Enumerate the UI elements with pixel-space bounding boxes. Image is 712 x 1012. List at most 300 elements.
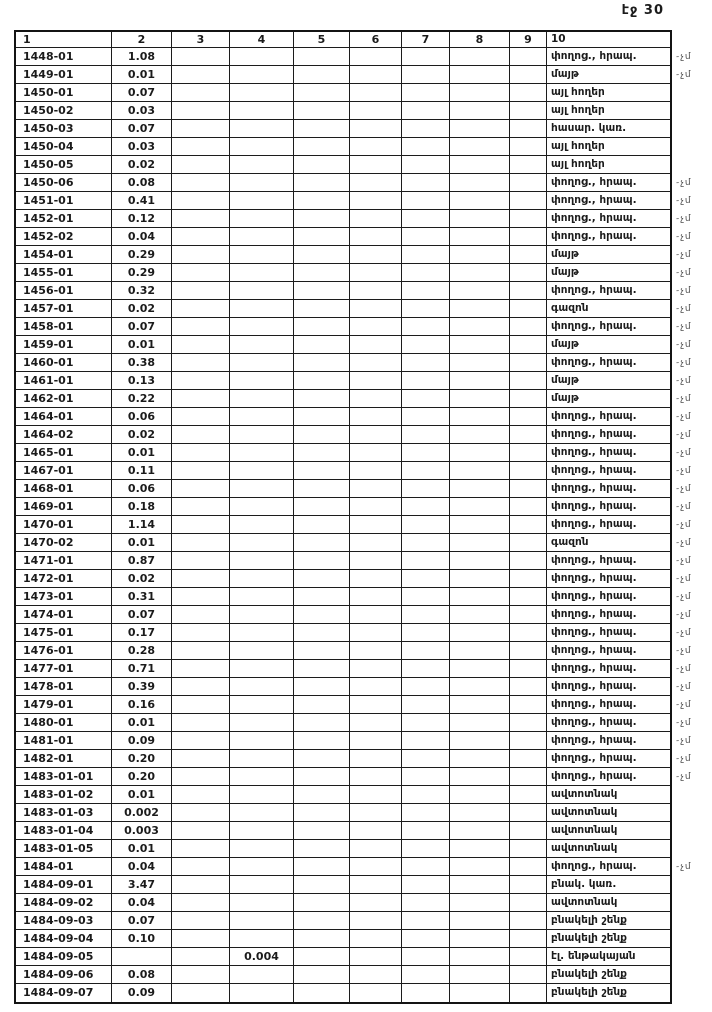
- cell-1470-02-col2: 0.01: [112, 534, 172, 552]
- cell-1484-09-01-col7: [402, 876, 450, 894]
- handwritten-margin-mark: -չմ: [675, 357, 692, 369]
- cell-1483-01-05-col2: 0.01: [112, 840, 172, 858]
- column-header-10: 10: [547, 32, 670, 48]
- cell-1457-01-col8: [450, 300, 510, 318]
- cell-1450-01-col7: [402, 84, 450, 102]
- cell-1479-01-col4: [230, 696, 294, 714]
- cell-1450-05-col9: [510, 156, 547, 174]
- cell-1484-09-02-col2: 0.04: [112, 894, 172, 912]
- cell-1476-01-col10: փողոց., հրապ.: [547, 642, 670, 660]
- cell-1457-01-col6: [350, 300, 402, 318]
- cell-1451-01-col1: 1451-01: [16, 192, 112, 210]
- cell-1470-02-col5: [294, 534, 350, 552]
- cell-1456-01-col3: [172, 282, 230, 300]
- cell-1450-02-col6: [350, 102, 402, 120]
- cell-1461-01-col10: մայթ: [547, 372, 670, 390]
- cell-1464-02-col4: [230, 426, 294, 444]
- cell-1458-01-col10: փողոց., հրապ.: [547, 318, 670, 336]
- cell-1478-01-col9: [510, 678, 547, 696]
- cell-1482-01-col2: 0.20: [112, 750, 172, 768]
- cell-1473-01-col4: [230, 588, 294, 606]
- cell-1462-01-col4: [230, 390, 294, 408]
- cell-1470-01-col4: [230, 516, 294, 534]
- cell-1474-01-col1: 1474-01: [16, 606, 112, 624]
- cell-1459-01-col8: [450, 336, 510, 354]
- cell-1464-01-col2: 0.06: [112, 408, 172, 426]
- cell-1462-01-col1: 1462-01: [16, 390, 112, 408]
- cell-1450-06-col9: [510, 174, 547, 192]
- cell-1458-01-col6: [350, 318, 402, 336]
- cell-1457-01-col10: գազոն: [547, 300, 670, 318]
- handwritten-margin-mark: -չմ: [675, 429, 692, 441]
- cell-1458-01-col3: [172, 318, 230, 336]
- cell-1459-01-col5: [294, 336, 350, 354]
- cell-1483-01-01-col4: [230, 768, 294, 786]
- cell-1473-01-col1: 1473-01: [16, 588, 112, 606]
- cell-1477-01-col10: փողոց., հրապ.: [547, 660, 670, 678]
- cell-1458-01-col5: [294, 318, 350, 336]
- cell-1484-09-03-col8: [450, 912, 510, 930]
- handwritten-margin-mark: -չմ: [675, 771, 692, 783]
- cell-1484-09-03-col10: բնակելի շենք: [547, 912, 670, 930]
- cell-1450-02-col4: [230, 102, 294, 120]
- cell-1484-09-04-col1: 1484-09-04: [16, 930, 112, 948]
- cell-1450-06-col10: փողոց., հրապ.: [547, 174, 670, 192]
- cell-1450-04-col9: [510, 138, 547, 156]
- cell-1471-01-col4: [230, 552, 294, 570]
- cell-1450-04-col6: [350, 138, 402, 156]
- cell-1460-01-col5: [294, 354, 350, 372]
- cell-1456-01-col10: փողոց., հրապ.: [547, 282, 670, 300]
- cell-1470-02-col8: [450, 534, 510, 552]
- cell-1456-01-col9: [510, 282, 547, 300]
- cell-1481-01-col5: [294, 732, 350, 750]
- cell-1468-01-col5: [294, 480, 350, 498]
- cell-1468-01-col9: [510, 480, 547, 498]
- cell-1449-01-col7: [402, 66, 450, 84]
- cell-1450-03-col10: հասար. կառ.: [547, 120, 670, 138]
- cell-1458-01-col8: [450, 318, 510, 336]
- handwritten-margin-mark: -չմ: [675, 717, 692, 729]
- cell-1460-01-col1: 1460-01: [16, 354, 112, 372]
- cell-1465-01-col1: 1465-01: [16, 444, 112, 462]
- cell-1483-01-05-col6: [350, 840, 402, 858]
- cell-1473-01-col9: [510, 588, 547, 606]
- cell-1464-01-col4: [230, 408, 294, 426]
- cell-1472-01-col2: 0.02: [112, 570, 172, 588]
- handwritten-margin-mark: -չմ: [675, 375, 692, 387]
- cell-1450-06-col2: 0.08: [112, 174, 172, 192]
- cell-1484-09-03-col1: 1484-09-03: [16, 912, 112, 930]
- column-header-6: 6: [350, 32, 402, 48]
- cell-1464-01-col10: փողոց., հրապ.: [547, 408, 670, 426]
- handwritten-margin-mark: -չմ: [675, 699, 692, 711]
- cell-1450-03-col6: [350, 120, 402, 138]
- cell-1456-01-col6: [350, 282, 402, 300]
- cell-1450-06-col4: [230, 174, 294, 192]
- cell-1483-01-02-col7: [402, 786, 450, 804]
- cell-1483-01-04-col8: [450, 822, 510, 840]
- cell-1475-01-col4: [230, 624, 294, 642]
- cell-1479-01-col7: [402, 696, 450, 714]
- cell-1450-06-col5: [294, 174, 350, 192]
- cell-1465-01-col9: [510, 444, 547, 462]
- cell-1469-01-col10: փողոց., հրապ.: [547, 498, 670, 516]
- cell-1454-01-col1: 1454-01: [16, 246, 112, 264]
- cell-1450-05-col3: [172, 156, 230, 174]
- cell-1467-01-col7: [402, 462, 450, 480]
- handwritten-margin-mark: -չմ: [675, 69, 692, 81]
- column-header-5: 5: [294, 32, 350, 48]
- cell-1480-01-col8: [450, 714, 510, 732]
- handwritten-margin-mark: -չմ: [675, 735, 692, 747]
- cell-1471-01-col5: [294, 552, 350, 570]
- cell-1483-01-01-col1: 1483-01-01: [16, 768, 112, 786]
- cell-1459-01-col10: մայթ: [547, 336, 670, 354]
- cell-1450-04-col4: [230, 138, 294, 156]
- cell-1452-02-col1: 1452-02: [16, 228, 112, 246]
- cell-1449-01-col8: [450, 66, 510, 84]
- cell-1457-01-col2: 0.02: [112, 300, 172, 318]
- cell-1456-01-col5: [294, 282, 350, 300]
- cell-1461-01-col1: 1461-01: [16, 372, 112, 390]
- cell-1483-01-05-col1: 1483-01-05: [16, 840, 112, 858]
- cell-1465-01-col7: [402, 444, 450, 462]
- cell-1481-01-col8: [450, 732, 510, 750]
- cell-1459-01-col7: [402, 336, 450, 354]
- cell-1450-04-col1: 1450-04: [16, 138, 112, 156]
- cell-1452-02-col10: փողոց., հրապ.: [547, 228, 670, 246]
- cell-1484-01-col1: 1484-01: [16, 858, 112, 876]
- cell-1454-01-col5: [294, 246, 350, 264]
- cell-1469-01-col8: [450, 498, 510, 516]
- cell-1450-05-col6: [350, 156, 402, 174]
- cell-1484-09-05-col4: 0.004: [230, 948, 294, 966]
- cell-1465-01-col5: [294, 444, 350, 462]
- cell-1484-09-03-col7: [402, 912, 450, 930]
- cell-1484-09-06-col7: [402, 966, 450, 984]
- cell-1450-05-col1: 1450-05: [16, 156, 112, 174]
- cell-1450-06-col7: [402, 174, 450, 192]
- cell-1480-01-col6: [350, 714, 402, 732]
- cell-1470-01-col5: [294, 516, 350, 534]
- cell-1462-01-col3: [172, 390, 230, 408]
- cell-1450-04-col8: [450, 138, 510, 156]
- cell-1484-09-02-col3: [172, 894, 230, 912]
- cell-1450-02-col5: [294, 102, 350, 120]
- cell-1470-02-col4: [230, 534, 294, 552]
- cell-1484-09-02-col5: [294, 894, 350, 912]
- cell-1484-09-07-col7: [402, 984, 450, 1002]
- cell-1448-01-col5: [294, 48, 350, 66]
- cell-1476-01-col3: [172, 642, 230, 660]
- cell-1479-01-col1: 1479-01: [16, 696, 112, 714]
- cell-1474-01-col8: [450, 606, 510, 624]
- cell-1454-01-col4: [230, 246, 294, 264]
- cell-1478-01-col5: [294, 678, 350, 696]
- cell-1461-01-col9: [510, 372, 547, 390]
- cell-1452-02-col8: [450, 228, 510, 246]
- cell-1472-01-col7: [402, 570, 450, 588]
- cell-1451-01-col9: [510, 192, 547, 210]
- cell-1483-01-03-col8: [450, 804, 510, 822]
- cell-1484-09-06-col4: [230, 966, 294, 984]
- cell-1483-01-01-col3: [172, 768, 230, 786]
- cell-1455-01-col4: [230, 264, 294, 282]
- handwritten-margin-mark: -չմ: [675, 519, 692, 531]
- cell-1483-01-05-col9: [510, 840, 547, 858]
- cell-1469-01-col7: [402, 498, 450, 516]
- cell-1482-01-col3: [172, 750, 230, 768]
- cell-1455-01-col1: 1455-01: [16, 264, 112, 282]
- cell-1483-01-04-col1: 1483-01-04: [16, 822, 112, 840]
- cell-1482-01-col6: [350, 750, 402, 768]
- cell-1481-01-col6: [350, 732, 402, 750]
- cell-1474-01-col6: [350, 606, 402, 624]
- cell-1478-01-col10: փողոց., հրապ.: [547, 678, 670, 696]
- cell-1484-09-05-col5: [294, 948, 350, 966]
- cell-1475-01-col5: [294, 624, 350, 642]
- cell-1469-01-col6: [350, 498, 402, 516]
- cell-1450-05-col7: [402, 156, 450, 174]
- cell-1483-01-03-col4: [230, 804, 294, 822]
- cell-1465-01-col8: [450, 444, 510, 462]
- cell-1470-02-col10: գազոն: [547, 534, 670, 552]
- cell-1459-01-col4: [230, 336, 294, 354]
- cell-1448-01-col2: 1.08: [112, 48, 172, 66]
- cell-1464-02-col2: 0.02: [112, 426, 172, 444]
- cell-1484-09-02-col9: [510, 894, 547, 912]
- cell-1470-01-col1: 1470-01: [16, 516, 112, 534]
- cell-1468-01-col6: [350, 480, 402, 498]
- cell-1462-01-col10: մայթ: [547, 390, 670, 408]
- cell-1451-01-col2: 0.41: [112, 192, 172, 210]
- cell-1461-01-col4: [230, 372, 294, 390]
- handwritten-margin-mark: -չմ: [675, 537, 692, 549]
- cell-1450-05-col10: այլ հողեր: [547, 156, 670, 174]
- cell-1462-01-col9: [510, 390, 547, 408]
- cell-1468-01-col8: [450, 480, 510, 498]
- cell-1452-01-col10: փողոց., հրապ.: [547, 210, 670, 228]
- cell-1484-09-02-col7: [402, 894, 450, 912]
- cell-1484-09-04-col3: [172, 930, 230, 948]
- cell-1479-01-col8: [450, 696, 510, 714]
- cell-1481-01-col2: 0.09: [112, 732, 172, 750]
- cell-1478-01-col4: [230, 678, 294, 696]
- cell-1484-09-01-col9: [510, 876, 547, 894]
- cell-1477-01-col7: [402, 660, 450, 678]
- cell-1481-01-col1: 1481-01: [16, 732, 112, 750]
- cell-1483-01-03-col1: 1483-01-03: [16, 804, 112, 822]
- cell-1475-01-col3: [172, 624, 230, 642]
- cell-1483-01-04-col7: [402, 822, 450, 840]
- cell-1484-09-04-col2: 0.10: [112, 930, 172, 948]
- cell-1450-03-col9: [510, 120, 547, 138]
- column-header-9: 9: [510, 32, 547, 48]
- cell-1450-01-col1: 1450-01: [16, 84, 112, 102]
- cell-1464-02-col10: փողոց., հրապ.: [547, 426, 670, 444]
- cell-1461-01-col3: [172, 372, 230, 390]
- cell-1473-01-col3: [172, 588, 230, 606]
- handwritten-margin-mark: -չմ: [675, 213, 692, 225]
- cell-1454-01-col10: մայթ: [547, 246, 670, 264]
- cell-1449-01-col10: մայթ: [547, 66, 670, 84]
- cell-1468-01-col7: [402, 480, 450, 498]
- cell-1452-01-col5: [294, 210, 350, 228]
- cell-1469-01-col4: [230, 498, 294, 516]
- cell-1468-01-col1: 1468-01: [16, 480, 112, 498]
- cell-1454-01-col2: 0.29: [112, 246, 172, 264]
- cell-1450-01-col8: [450, 84, 510, 102]
- cell-1464-01-col6: [350, 408, 402, 426]
- cell-1452-02-col7: [402, 228, 450, 246]
- cell-1452-01-col8: [450, 210, 510, 228]
- cell-1450-01-col3: [172, 84, 230, 102]
- cell-1470-01-col7: [402, 516, 450, 534]
- cell-1484-09-04-col10: բնակելի շենք: [547, 930, 670, 948]
- cell-1480-01-col7: [402, 714, 450, 732]
- cell-1450-05-col2: 0.02: [112, 156, 172, 174]
- cell-1483-01-01-col7: [402, 768, 450, 786]
- handwritten-margin-mark: -չմ: [675, 501, 692, 513]
- cell-1484-09-01-col1: 1484-09-01: [16, 876, 112, 894]
- column-header-1: 1: [16, 32, 112, 48]
- handwritten-margin-mark: -չմ: [675, 393, 692, 405]
- cell-1467-01-col1: 1467-01: [16, 462, 112, 480]
- cell-1450-04-col2: 0.03: [112, 138, 172, 156]
- cell-1450-01-col6: [350, 84, 402, 102]
- handwritten-margin-mark: -չմ: [675, 609, 692, 621]
- cell-1481-01-col10: փողոց., հրապ.: [547, 732, 670, 750]
- cell-1450-02-col2: 0.03: [112, 102, 172, 120]
- cell-1467-01-col10: փողոց., հրապ.: [547, 462, 670, 480]
- column-header-8: 8: [450, 32, 510, 48]
- cell-1478-01-col7: [402, 678, 450, 696]
- page-number-label: էջ 30: [621, 3, 664, 18]
- cell-1454-01-col6: [350, 246, 402, 264]
- cell-1478-01-col1: 1478-01: [16, 678, 112, 696]
- handwritten-margin-mark: -չմ: [675, 555, 692, 567]
- cell-1472-01-col1: 1472-01: [16, 570, 112, 588]
- cell-1462-01-col8: [450, 390, 510, 408]
- cell-1484-09-02-col8: [450, 894, 510, 912]
- cell-1448-01-col6: [350, 48, 402, 66]
- cell-1484-09-06-col9: [510, 966, 547, 984]
- handwritten-margin-mark: -չմ: [675, 447, 692, 459]
- cell-1483-01-03-col9: [510, 804, 547, 822]
- cell-1467-01-col6: [350, 462, 402, 480]
- cell-1482-01-col1: 1482-01: [16, 750, 112, 768]
- cell-1484-09-07-col8: [450, 984, 510, 1002]
- cell-1450-06-col8: [450, 174, 510, 192]
- cell-1479-01-col3: [172, 696, 230, 714]
- cell-1478-01-col2: 0.39: [112, 678, 172, 696]
- handwritten-margin-mark: -չմ: [675, 195, 692, 207]
- cell-1464-01-col7: [402, 408, 450, 426]
- cadastre-table: [14, 30, 672, 1004]
- cell-1483-01-01-col9: [510, 768, 547, 786]
- cell-1470-02-col6: [350, 534, 402, 552]
- cell-1484-09-07-col3: [172, 984, 230, 1002]
- cell-1467-01-col2: 0.11: [112, 462, 172, 480]
- cell-1465-01-col6: [350, 444, 402, 462]
- cell-1474-01-col7: [402, 606, 450, 624]
- cell-1472-01-col6: [350, 570, 402, 588]
- cell-1483-01-01-col2: 0.20: [112, 768, 172, 786]
- cell-1450-02-col1: 1450-02: [16, 102, 112, 120]
- cell-1484-09-02-col6: [350, 894, 402, 912]
- cell-1460-01-col4: [230, 354, 294, 372]
- cell-1484-01-col5: [294, 858, 350, 876]
- cell-1477-01-col3: [172, 660, 230, 678]
- cell-1484-09-06-col10: բնակելի շենք: [547, 966, 670, 984]
- cell-1470-02-col7: [402, 534, 450, 552]
- cell-1462-01-col7: [402, 390, 450, 408]
- cell-1483-01-05-col7: [402, 840, 450, 858]
- cell-1467-01-col5: [294, 462, 350, 480]
- cell-1467-01-col9: [510, 462, 547, 480]
- cell-1452-01-col1: 1452-01: [16, 210, 112, 228]
- cell-1483-01-03-col7: [402, 804, 450, 822]
- cell-1484-09-07-col6: [350, 984, 402, 1002]
- cell-1468-01-col3: [172, 480, 230, 498]
- cell-1458-01-col4: [230, 318, 294, 336]
- cell-1475-01-col2: 0.17: [112, 624, 172, 642]
- cell-1450-01-col2: 0.07: [112, 84, 172, 102]
- table-grid: [16, 32, 670, 1002]
- cell-1480-01-col5: [294, 714, 350, 732]
- cell-1475-01-col9: [510, 624, 547, 642]
- cell-1448-01-col1: 1448-01: [16, 48, 112, 66]
- cell-1484-09-04-col9: [510, 930, 547, 948]
- cell-1481-01-col7: [402, 732, 450, 750]
- cell-1471-01-col6: [350, 552, 402, 570]
- cell-1452-01-col9: [510, 210, 547, 228]
- cell-1478-01-col8: [450, 678, 510, 696]
- cell-1464-02-col6: [350, 426, 402, 444]
- cell-1451-01-col10: փողոց., հրապ.: [547, 192, 670, 210]
- cell-1462-01-col2: 0.22: [112, 390, 172, 408]
- cell-1484-09-05-col9: [510, 948, 547, 966]
- handwritten-margin-mark: -չմ: [675, 627, 692, 639]
- handwritten-margin-mark: -չմ: [675, 591, 692, 603]
- cell-1479-01-col2: 0.16: [112, 696, 172, 714]
- cell-1454-01-col8: [450, 246, 510, 264]
- cell-1455-01-col2: 0.29: [112, 264, 172, 282]
- cell-1454-01-col3: [172, 246, 230, 264]
- cell-1471-01-col8: [450, 552, 510, 570]
- cell-1484-09-06-col8: [450, 966, 510, 984]
- cell-1450-03-col4: [230, 120, 294, 138]
- handwritten-margin-mark: -չմ: [675, 267, 692, 279]
- cell-1451-01-col3: [172, 192, 230, 210]
- cell-1464-01-col3: [172, 408, 230, 426]
- cell-1451-01-col4: [230, 192, 294, 210]
- cell-1471-01-col9: [510, 552, 547, 570]
- cell-1484-09-01-col3: [172, 876, 230, 894]
- cell-1467-01-col8: [450, 462, 510, 480]
- cell-1484-09-03-col9: [510, 912, 547, 930]
- cell-1450-04-col7: [402, 138, 450, 156]
- cell-1484-09-07-col9: [510, 984, 547, 1002]
- column-header-4: 4: [230, 32, 294, 48]
- cell-1483-01-05-col10: ավտոտնակ: [547, 840, 670, 858]
- cell-1457-01-col9: [510, 300, 547, 318]
- cell-1474-01-col5: [294, 606, 350, 624]
- cell-1472-01-col10: փողոց., հրապ.: [547, 570, 670, 588]
- cell-1464-02-col1: 1464-02: [16, 426, 112, 444]
- cell-1460-01-col8: [450, 354, 510, 372]
